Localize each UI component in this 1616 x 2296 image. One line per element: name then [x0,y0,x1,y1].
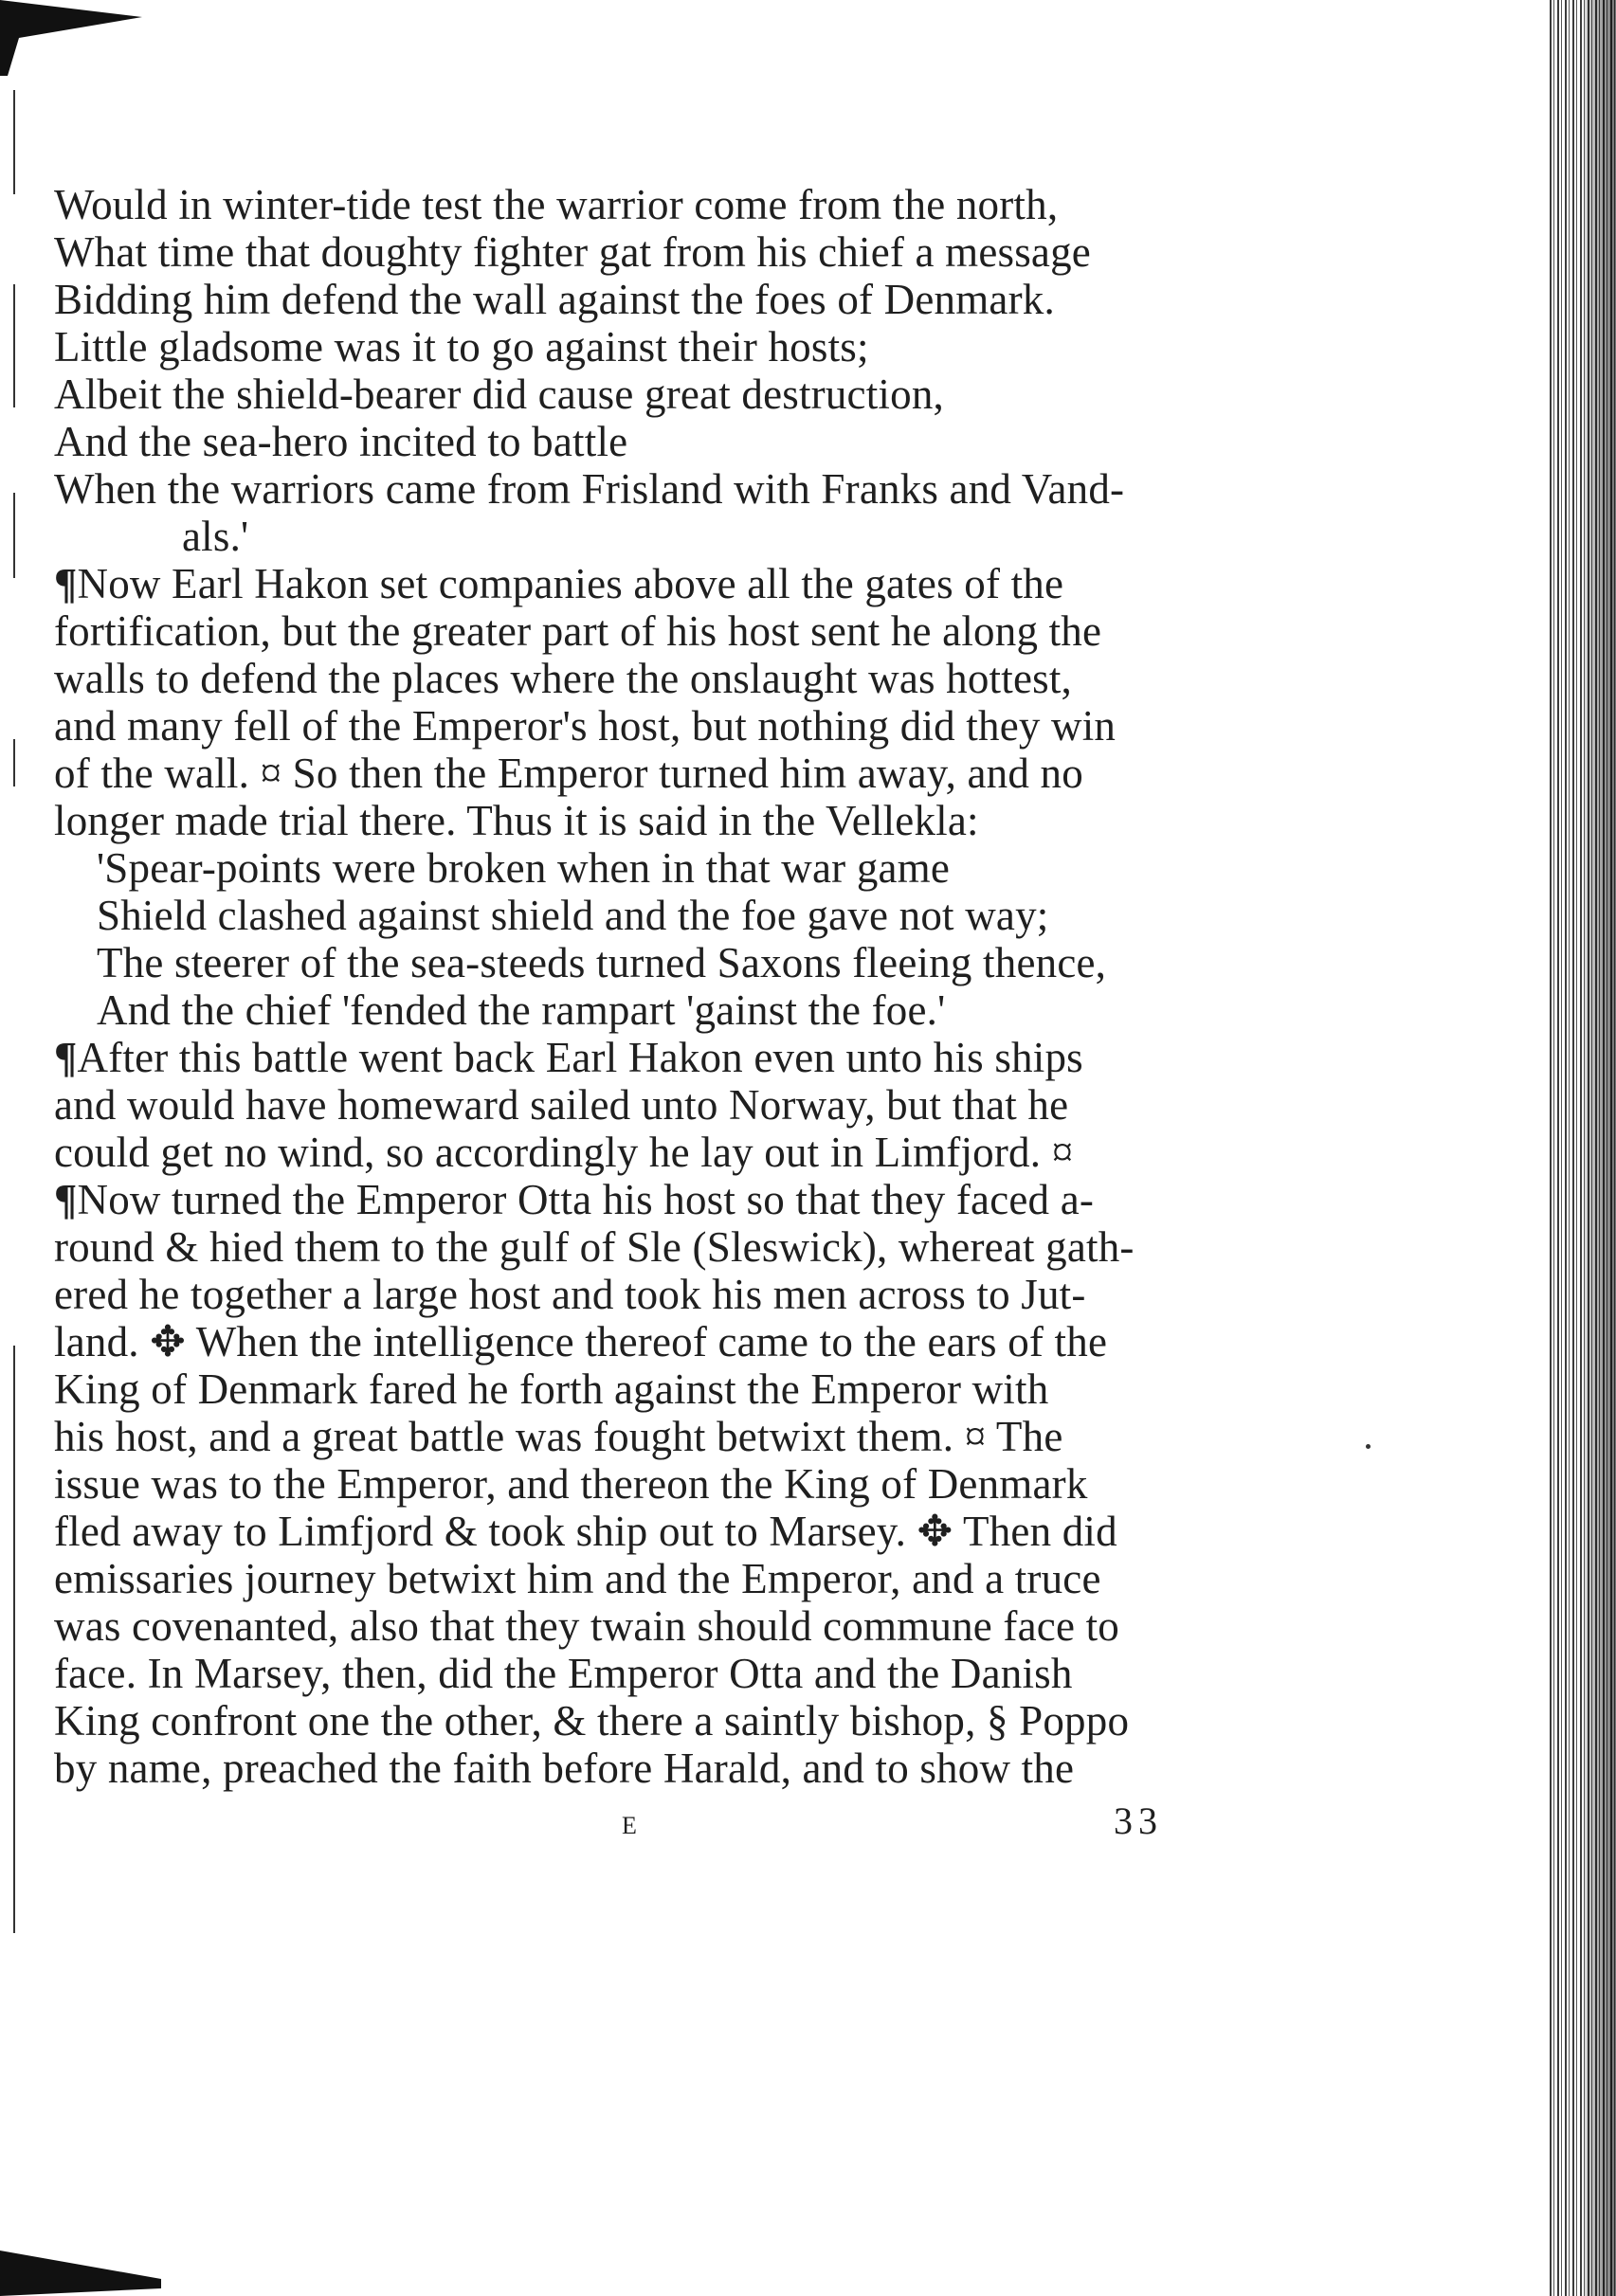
page-number: 33 [1114,1799,1163,1842]
text-line: walls to defend the places where the onslaught was hottest, [54,655,1073,702]
pilcrow-mark: ¶ [54,1176,78,1223]
book-binding-shadow [1585,0,1616,2296]
text-line: round & hied them to the gulf of Sle (Sleswick), whereat gath- [54,1223,1135,1271]
text-line: And the sea-hero incited to battle [54,418,628,465]
text-line: Albeit the shield-bearer did cause great destruction, [54,371,944,418]
text-line: issue was to the Emperor, and thereon the King of Denmark [54,1460,1088,1508]
text-line: When the warriors came from Frisland with Franks and Vand- [54,465,1125,513]
scan-corner-mark-bottom [0,2222,161,2296]
text-line: was covenanted, also that they twain should commune face to [54,1602,1119,1650]
quote-line: And the chief 'fended the rampart 'gainst the foe.' [97,986,946,1034]
paragraph-start-line: ¶After this battle went back Earl Hakon even unto his ships [54,1034,1083,1081]
scan-edge-line [13,1346,15,1933]
signature-mark: E [622,1812,638,1839]
scan-edge-line [13,739,15,786]
text-line: Little gladsome was it to go against their hosts; [54,323,869,371]
text-line: his host, and a great battle was fought betwixt them. ¤ The [54,1413,1063,1460]
scan-edge-line [13,493,15,578]
text-line: fled away to Limfjord & took ship out to Marsey. ✥ Then did [54,1508,1117,1555]
quote-line: The steerer of the sea-steeds turned Saxons fleeing thence, [97,939,1107,986]
text-line: longer made trial there. Thus it is said in the Vellekla: [54,797,979,844]
scan-corner-mark-top [0,0,142,76]
paragraph-start-line: ¶Now Earl Hakon set companies above all the gates of the [54,560,1064,607]
text-line: could get no wind, so accordingly he lay out in Limfjord. ¤ [54,1129,1074,1176]
scan-speck [1366,1444,1371,1449]
text-line: ered he together a large host and took his men across to Jut- [54,1271,1086,1318]
text-line: Bidding him defend the wall against the foes of Denmark. [54,276,1055,323]
scan-edge-line [13,284,15,407]
text-line: What time that doughty fighter gat from his chief a message [54,228,1091,276]
text-line: by name, preached the faith before Harald, and to show the [54,1745,1075,1792]
quote-line: Shield clashed against shield and the foe gave not way; [97,892,1049,939]
text-line: King of Denmark fared he forth against the Emperor with [54,1365,1049,1413]
pilcrow-mark: ¶ [54,1034,78,1081]
text-line: als.' [182,513,249,560]
text-line: land. ✥ When the intelligence thereof came to the ears of the [54,1318,1108,1365]
text-line: Would in winter-tide test the warrior come from the north, [54,181,1059,228]
text-line: of the wall. ¤ So then the Emperor turned him away, and no [54,750,1083,797]
text-line: and would have homeward sailed unto Norway, but that he [54,1081,1069,1129]
scan-edge-line [13,90,15,194]
quote-line: 'Spear-points were broken when in that war game [97,844,951,892]
paragraph-start-line: ¶Now turned the Emperor Otta his host so that they faced a- [54,1176,1095,1223]
text-line: face. In Marsey, then, did the Emperor Otta and the Danish [54,1650,1073,1697]
text-line: and many fell of the Emperor's host, but nothing did they win [54,702,1117,750]
pilcrow-mark: ¶ [54,560,78,607]
text-line: emissaries journey betwixt him and the Emperor, and a truce [54,1555,1101,1602]
text-line: King confront one the other, & there a saintly bishop, § Poppo [54,1697,1130,1745]
text-line: fortification, but the greater part of his host sent he along the [54,607,1102,655]
